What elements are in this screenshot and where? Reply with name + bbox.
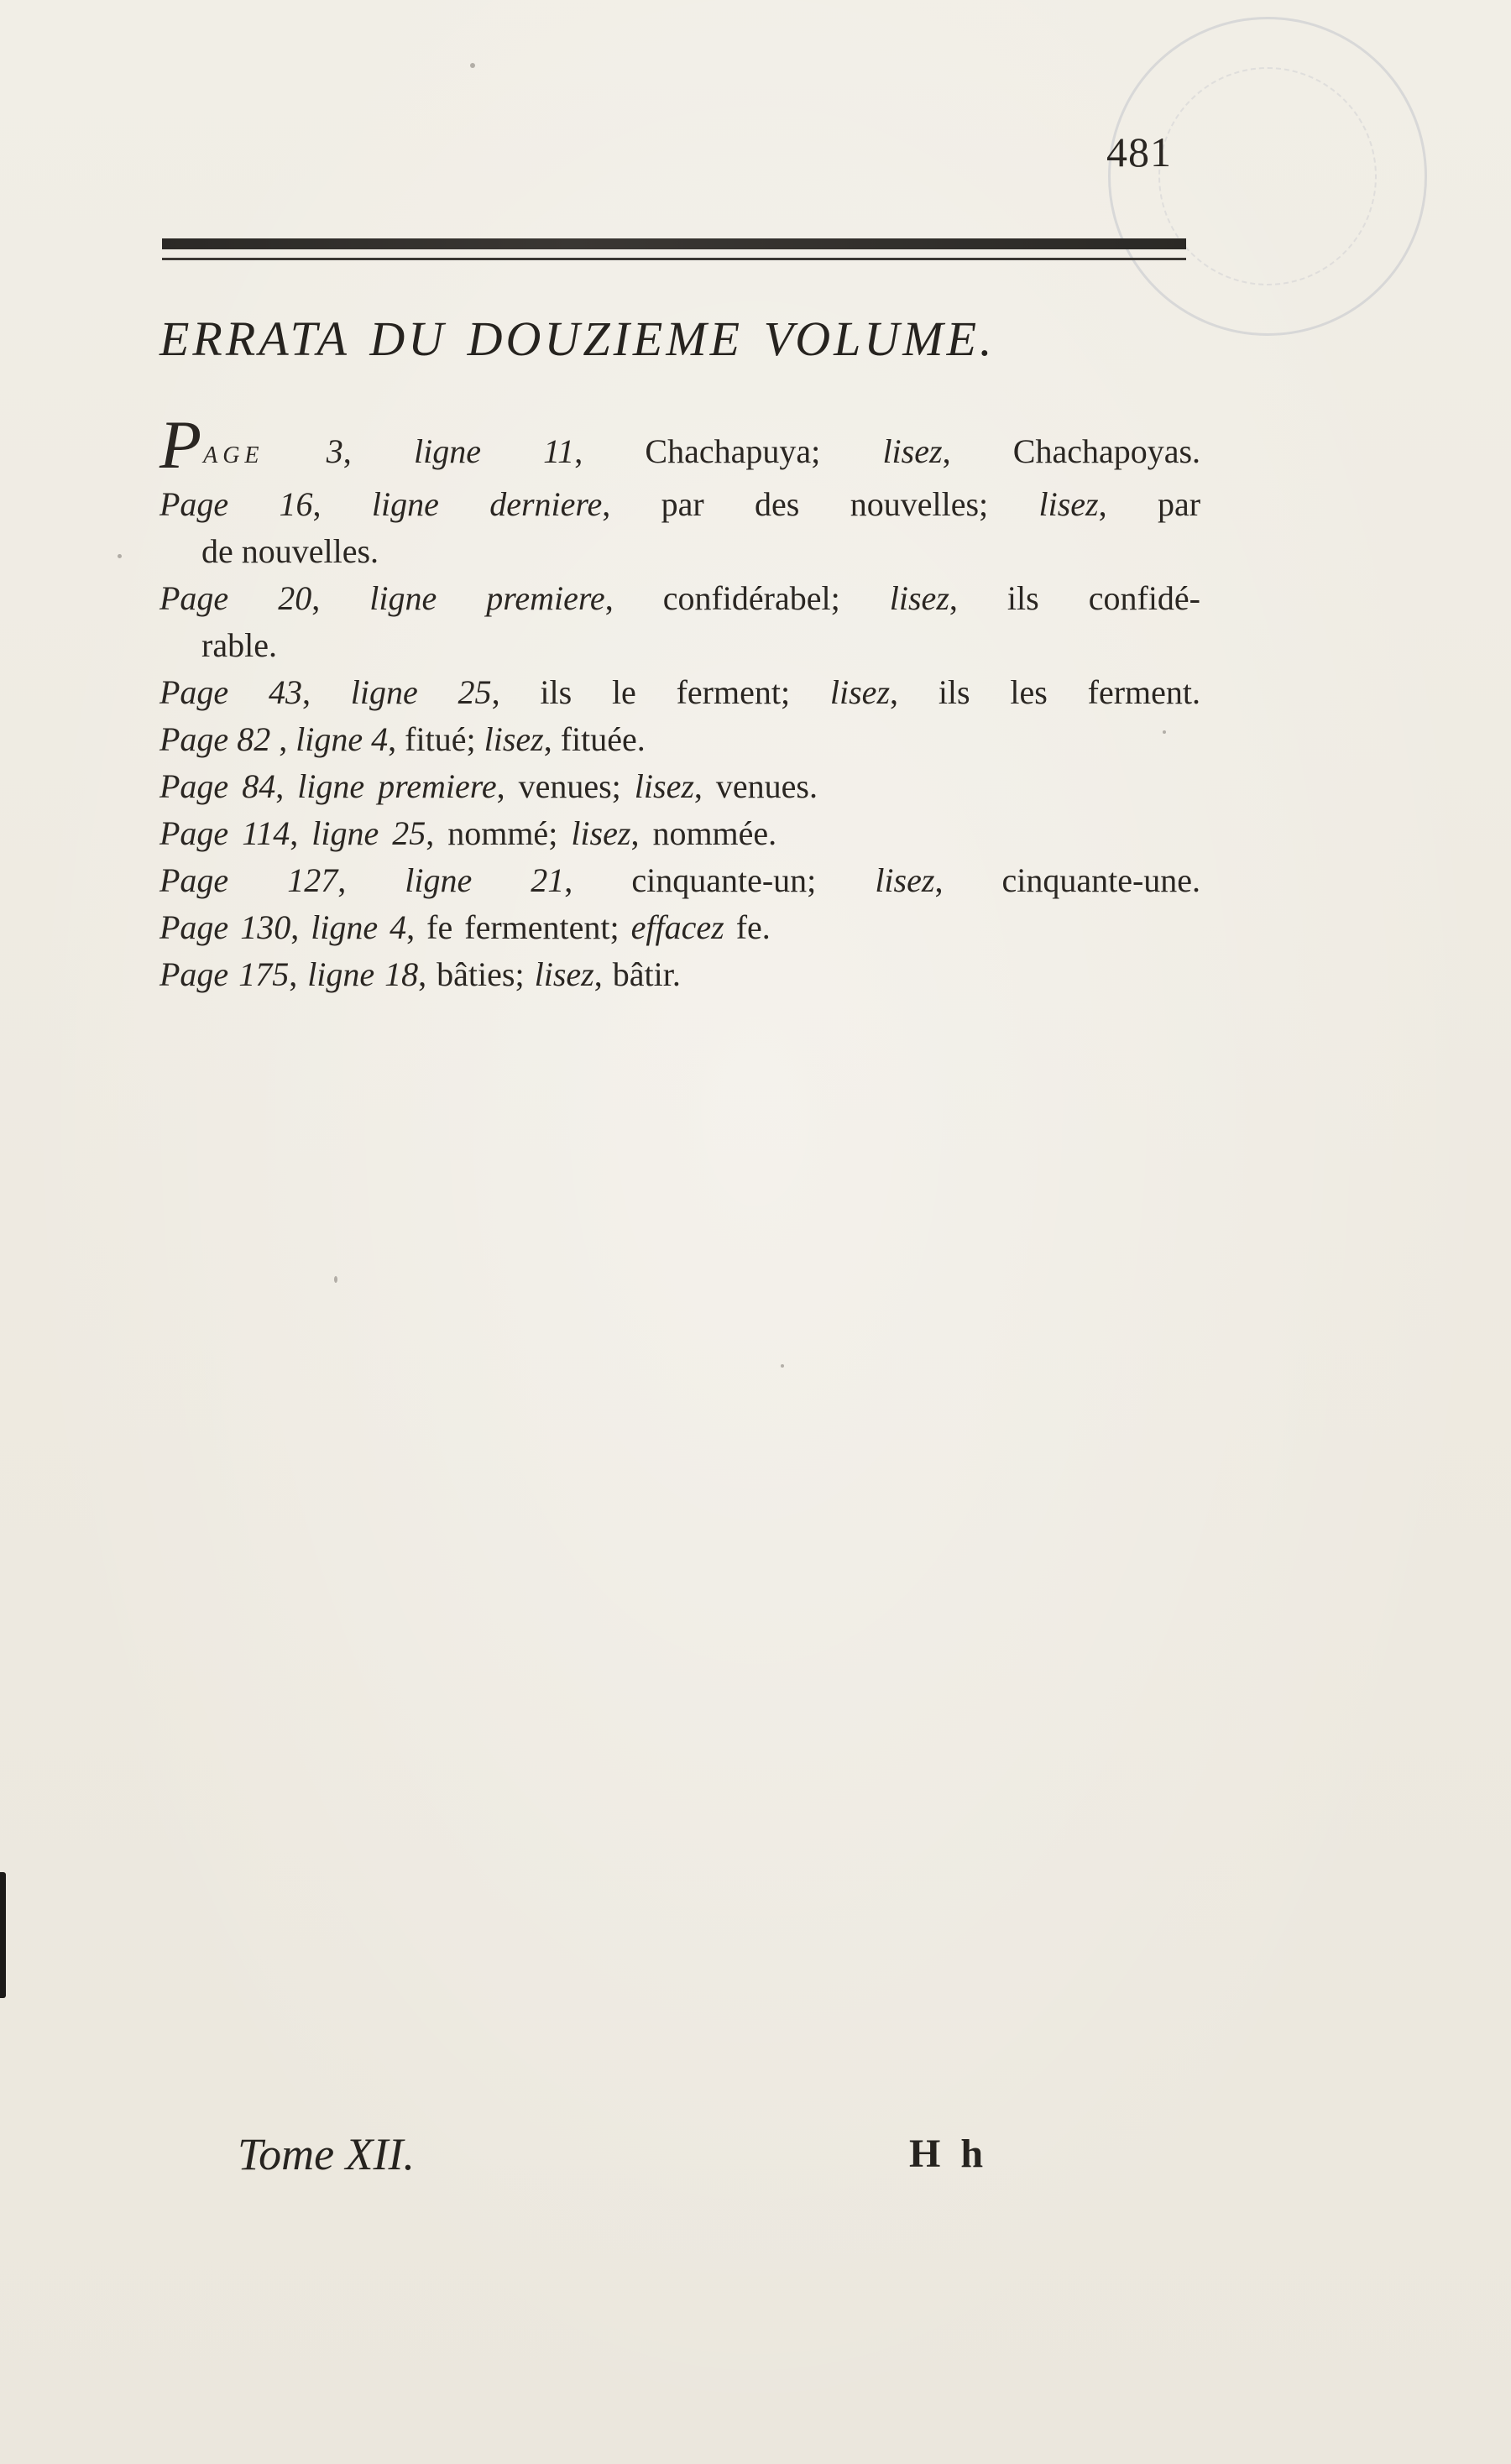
entry-line-ref: ligne 21 <box>405 861 565 899</box>
library-stamp-inner <box>1158 67 1377 285</box>
errata-entry: Page 43, ligne 25, ils le ferment; lisez, ils les ferment. <box>159 673 1200 711</box>
drop-cap: P <box>159 406 202 483</box>
entry-error: cinquante-un <box>631 861 808 899</box>
errata-entry: Page 20, ligne premiere, confidérabel; lisez, ils confidé- rable. <box>159 575 1200 669</box>
entry-page-word: Page <box>159 814 229 852</box>
entry-error: confidérabel <box>662 579 831 617</box>
errata-entry: PAGE 3, ligne 11, Chachapuya; lisez, Chachapoyas. <box>159 406 1201 483</box>
entry-correction: fe. <box>735 908 771 946</box>
entry-lisez: lisez <box>882 432 943 470</box>
entry-lisez: lisez <box>829 673 891 711</box>
entry-page-number: 130 <box>240 908 291 946</box>
entry-correction: par <box>1157 485 1201 523</box>
entry-line-ref: ligne 4 <box>311 908 407 946</box>
entry-page-number: 84 <box>242 767 276 805</box>
entry-page-word: Page <box>159 673 229 711</box>
paper-speck <box>118 554 122 558</box>
entry-line-ref: ligne 25 <box>350 673 492 711</box>
entry-page-number: 20 <box>278 579 312 617</box>
page-title: ERRATA DU DOUZIEME VOLUME. <box>159 311 996 366</box>
entry-correction: venues. <box>715 767 818 805</box>
errata-entry: Page 82 , ligne 4, fitué; lisez, fituée. <box>159 720 646 758</box>
errata-entry: Page 16, ligne derniere, par des nouvelles; lisez, par de nouvelles. <box>159 481 1200 575</box>
errata-entry: Page 127, ligne 21, cinquante-un; lisez, cinquante-une. <box>159 861 1201 899</box>
entry-line-ref: ligne premiere <box>369 579 605 617</box>
entry-error: par des nouvelles <box>661 485 980 523</box>
entry-error: fe fermentent <box>426 908 610 946</box>
entry-lisez: lisez <box>1038 485 1099 523</box>
entry-continuation: de nouvelles. <box>201 532 379 570</box>
entry-page-word: AGE <box>203 442 264 468</box>
errata-entry: Page 114, ligne 25, nommé; lisez, nommée. <box>159 814 777 852</box>
entry-page-word: Page <box>159 579 229 617</box>
paper-speck <box>334 1276 337 1283</box>
entry-page-word: Page <box>159 767 229 805</box>
entry-page-number: 175 <box>238 955 290 993</box>
entry-line-ref: ligne 25 <box>311 814 426 852</box>
entry-line-ref: ligne 11 <box>413 432 575 470</box>
entry-correction: nommée. <box>652 814 777 852</box>
entry-error: Chachapuya <box>645 432 812 470</box>
entry-line-ref: ligne 4 <box>295 720 389 758</box>
entry-continuation: rable. <box>201 626 277 664</box>
entry-correction: Chachapoyas. <box>1012 432 1201 470</box>
entry-page-number: 43 <box>268 673 302 711</box>
errata-entry: Page 84, ligne premiere, venues; lisez, venues. <box>159 767 818 805</box>
paper-speck <box>470 63 475 68</box>
entry-page-word: Page <box>159 955 229 993</box>
entry-page-number: 114 <box>242 814 290 852</box>
entry-error: nommé <box>447 814 549 852</box>
entry-line-ref: ligne premiere <box>297 767 497 805</box>
errata-entry: Page 130, ligne 4, fe fermentent; effacez fe. <box>159 908 771 946</box>
errata-list <box>159 406 1201 998</box>
entry-page-word: Page <box>159 861 229 899</box>
entry-lisez: lisez <box>534 955 594 993</box>
binding-edge-mark <box>0 1872 6 1998</box>
entry-line-ref: ligne 18 <box>307 955 419 993</box>
entry-page-number: 16 <box>279 485 313 523</box>
errata-entry: Page 175, ligne 18, bâties; lisez, bâtir. <box>159 955 681 993</box>
entry-correction: ils les ferment. <box>938 673 1200 711</box>
footer-signature-mark: H h <box>909 2132 989 2176</box>
entry-error: fitué <box>405 720 467 758</box>
header-rule-thin <box>162 258 1186 260</box>
entry-page-word: Page <box>159 485 229 523</box>
entry-correction: cinquante-une. <box>1001 861 1201 899</box>
entry-correction: ils confidé- <box>1006 579 1201 617</box>
entry-page-word: Page <box>159 720 229 758</box>
entry-error: ils le ferment <box>540 673 781 711</box>
entry-page-word: Page <box>159 908 229 946</box>
footer-volume-label: Tome XII. <box>238 2129 415 2179</box>
header-rule-thick <box>162 238 1186 249</box>
entry-lisez: lisez <box>484 720 544 758</box>
entry-correction: bâtir. <box>612 955 681 993</box>
entry-page-number: 127 <box>287 861 338 899</box>
entry-lisez: lisez <box>889 579 949 617</box>
entry-page-number: 3 <box>326 432 343 470</box>
entry-lisez: lisez <box>571 814 631 852</box>
entry-lisez: lisez <box>875 861 935 899</box>
paper-speck <box>781 1364 784 1368</box>
entry-effacez: effacez <box>630 908 724 946</box>
entry-line-ref: ligne derniere <box>371 485 603 523</box>
entry-page-number: 82 <box>237 720 271 758</box>
entry-error: bâties <box>437 955 515 993</box>
page-number: 481 <box>1106 128 1172 175</box>
entry-correction: fituée. <box>560 720 646 758</box>
entry-error: venues <box>518 767 612 805</box>
entry-lisez: lisez <box>634 767 694 805</box>
